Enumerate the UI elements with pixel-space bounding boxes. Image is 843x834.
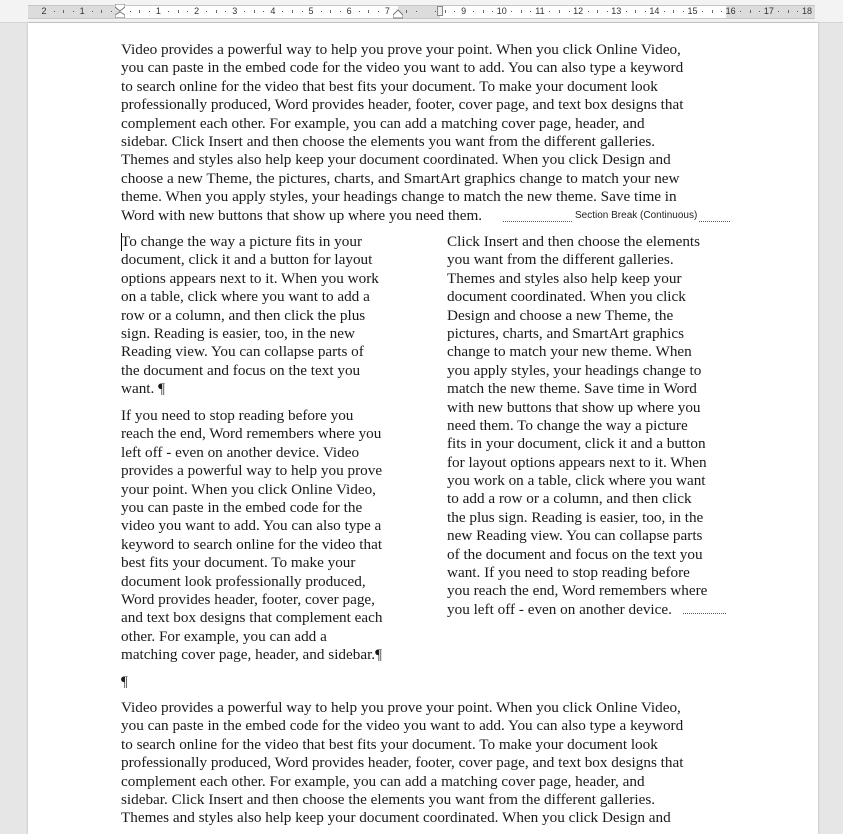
text-line: complement each other. For example, you can add a matching cover page, header, and — [121, 772, 645, 790]
ruler-tick — [673, 10, 674, 13]
text-line: sign. Reading is easier, too, in the new — [121, 324, 355, 342]
ruler-number: 12 — [573, 6, 584, 16]
ruler-tick — [139, 10, 140, 13]
text-line: professionally produced, Word provides header, footer, cover page, and text box designs that — [121, 96, 684, 114]
ruler-tick — [511, 11, 512, 12]
text-line: professionally produced, Word provides header, footer, cover page, and text box designs that — [121, 754, 684, 772]
text-line: Click Insert and then choose the elements — [447, 233, 701, 250]
ruler-tick — [282, 11, 283, 12]
text-line: sidebar. Click Insert and then choose the elements you want from the different galleries. — [121, 132, 656, 150]
text-line: pictures, charts, and SmartArt graphics — [447, 324, 685, 342]
ruler-tick — [797, 11, 798, 12]
ruler-tick — [63, 10, 64, 13]
text-line: you can paste in the embed code for the video you want to add. You can also type a keyword — [121, 59, 684, 77]
ruler-tick — [378, 11, 379, 12]
ruler-tick — [588, 11, 589, 12]
text-line: to search online for the video that best fits your document. To make your document look — [121, 77, 658, 95]
ruler-tick — [149, 11, 150, 12]
ruler-number: 3 — [232, 6, 238, 16]
text-line: on a table, click where you want to add a — [121, 288, 370, 306]
document-page[interactable] — [28, 23, 818, 834]
ruler-tick — [254, 10, 255, 13]
ruler-tick — [359, 11, 360, 12]
ruler-tick — [778, 11, 779, 12]
ruler-tick — [101, 10, 102, 13]
ruler-tick — [683, 11, 684, 12]
text-line: document coordinated. When you click — [447, 288, 686, 306]
text-line: Design and choose a new Theme, the — [447, 306, 674, 324]
ruler-number: 13 — [611, 6, 622, 16]
text-line: the plus sign. Reading is easier, too, in the — [447, 508, 704, 526]
text-line: If you need to stop reading before you — [121, 407, 354, 424]
horizontal-ruler[interactable] — [0, 0, 843, 23]
ruler-number: 6 — [346, 6, 352, 16]
text-line: Themes and styles also help keep your document coordinated. When you click Design and — [121, 809, 671, 827]
text-line: Reading view. You can collapse parts of — [121, 343, 364, 361]
text-line: document, click it and a button for layout — [121, 251, 373, 269]
right-column[interactable] — [447, 233, 707, 619]
ruler-tick — [788, 10, 789, 13]
text-line: Themes and styles also help keep your document coordinated. When you click Design and — [121, 151, 671, 169]
text-line: fits in your document, click it and a button — [447, 435, 706, 453]
ruler-number: 2 — [41, 6, 47, 16]
ruler-tick — [569, 11, 570, 12]
ruler-number: 7 — [384, 6, 390, 16]
text-line: of the document and focus on the text you — [447, 545, 703, 563]
ruler-tick — [406, 10, 407, 13]
ruler-tick — [750, 10, 751, 13]
ruler-tick — [321, 11, 322, 12]
ruler-tick — [340, 11, 341, 12]
text-line: to search online for the video that best fits your document. To make your document look — [121, 735, 658, 753]
ruler-number: 17 — [763, 6, 774, 16]
ruler-tick — [244, 11, 245, 12]
ruler-tick — [416, 11, 417, 12]
ruler-tick — [225, 11, 226, 12]
text-line: other. For example, you can add a — [121, 627, 327, 645]
text-line: document look professionally produced, — [121, 572, 366, 590]
ruler-tick — [712, 10, 713, 13]
text-line: new Reading view. You can collapse parts — [447, 527, 703, 545]
ruler-number: 14 — [649, 6, 660, 16]
ruler-tick — [92, 11, 93, 12]
text-line: Video provides a powerful way to help you prove your point. When you click Online Video, — [121, 41, 681, 58]
ruler-number: 15 — [687, 6, 698, 16]
ruler-tick — [759, 11, 760, 12]
text-line: for layout options appears next to it. When — [447, 453, 707, 471]
right-indent-marker[interactable] — [393, 6, 403, 18]
first-line-indent-marker[interactable] — [115, 4, 125, 16]
text-line: the document and focus on the text you — [121, 361, 361, 379]
bottom-paragraph[interactable] — [121, 699, 683, 828]
section-break-label: Section Break (Continuous) — [575, 210, 698, 221]
ruler-tick — [530, 11, 531, 12]
ruler-tick — [206, 11, 207, 12]
column-end-marker — [683, 612, 726, 614]
text-line: choose a new Theme, the pictures, charts, and SmartArt graphics change to match your new — [121, 169, 680, 187]
ruler-tick — [483, 10, 484, 13]
text-line: your point. When you click Online Video, — [121, 480, 376, 498]
empty-paragraph[interactable]: ¶ — [121, 673, 128, 690]
ruler-tick — [721, 11, 722, 12]
text-line: and text box designs that complement each — [121, 609, 383, 627]
ruler-number: 18 — [801, 6, 813, 16]
text-line: with new buttons that show up where you — [447, 398, 701, 416]
text-line: match the new theme. Save time in Word — [447, 380, 697, 398]
ruler-tick — [187, 11, 188, 12]
ruler-tick — [168, 11, 169, 12]
ruler-tick — [521, 10, 522, 13]
text-line: theme. When you apply styles, your headings change to match the new theme. Save time in — [121, 188, 677, 206]
ruler-tick — [645, 11, 646, 12]
ruler-tick — [473, 11, 474, 12]
text-line: To change the way a picture fits in your — [121, 233, 363, 250]
column-gap-marker[interactable] — [437, 6, 443, 16]
ruler-tick — [740, 11, 741, 12]
text-line: want. ¶ — [121, 380, 165, 398]
text-line: complement each other. For example, you can add a matching cover page, header, and — [121, 114, 645, 132]
ruler-tick — [216, 10, 217, 13]
top-paragraph[interactable] — [121, 41, 683, 225]
ruler-tick — [302, 11, 303, 12]
ruler-tick — [111, 11, 112, 12]
ruler-tick — [435, 11, 436, 12]
ruler-tick — [292, 10, 293, 13]
ruler-number: 9 — [461, 6, 467, 16]
text-line: you can paste in the embed code for the video you want to add. You can also type a keyword — [121, 717, 684, 735]
text-line: you can paste in the embed code for the — [121, 498, 363, 516]
text-line: provides a powerful way to help you prove — [121, 462, 383, 480]
text-line: you left off - even on another device. — [447, 600, 672, 618]
ruler-number: 16 — [725, 6, 736, 16]
ruler-tick — [492, 11, 493, 12]
ruler-tick — [368, 10, 369, 13]
text-line: Word provides header, footer, cover page, — [121, 590, 375, 608]
left-column-paragraph-1[interactable] — [121, 233, 379, 399]
text-line: Themes and styles also help keep your — [447, 269, 682, 287]
text-line: keyword to search online for the video that — [121, 535, 383, 553]
text-line: you work on a table, click where you want — [447, 472, 706, 490]
ruler-number: 4 — [270, 6, 276, 16]
text-line: you reach the end, Word remembers where — [447, 582, 708, 600]
text-line: video you want to add. You can also type a — [121, 517, 382, 535]
ruler-tick — [664, 11, 665, 12]
text-line: change to match your new theme. When — [447, 343, 692, 361]
text-line: best fits your document. To make your — [121, 554, 356, 572]
ruler-number: 5 — [308, 6, 314, 16]
ruler-number: 11 — [535, 6, 545, 16]
ruler-tick — [263, 11, 264, 12]
ruler-tick — [626, 11, 627, 12]
left-column-paragraph-2[interactable] — [121, 407, 383, 664]
ruler-number: 2 — [194, 6, 200, 16]
ruler-tick — [559, 10, 560, 13]
text-line: want. If you need to stop reading before — [447, 564, 690, 582]
ruler-tick — [73, 11, 74, 12]
text-line: need them. To change the way a picture — [447, 416, 688, 434]
text-line: matching cover page, header, and sidebar.¶ — [121, 646, 382, 664]
ruler-tick — [702, 11, 703, 12]
ruler-tick — [330, 10, 331, 13]
ruler-number: 10 — [496, 6, 507, 16]
ruler-tick — [130, 11, 131, 12]
text-line: options appears next to it. When you work — [121, 269, 379, 287]
text-line: sidebar. Click Insert and then choose the elements you want from the different galleries. — [121, 790, 656, 808]
text-line: to add a row or a column, and then click — [447, 490, 692, 508]
ruler-tick — [454, 11, 455, 12]
text-line: reach the end, Word remembers where you — [121, 425, 382, 443]
ruler-tick — [178, 10, 179, 13]
text-line: Video provides a powerful way to help you prove your point. When you click Online Video, — [121, 699, 681, 716]
section-break-continuous — [503, 211, 730, 222]
ruler-tick — [445, 10, 446, 13]
ruler-tick — [607, 11, 608, 12]
ruler-tick — [54, 11, 55, 12]
ruler-tick — [597, 10, 598, 13]
text-line: row or a column, and then click the plus — [121, 306, 366, 324]
text-line: you apply styles, your headings change to — [447, 361, 702, 379]
ruler-number: 1 — [79, 6, 85, 16]
text-line: you want from the different galleries. — [447, 251, 674, 269]
ruler-tick — [635, 10, 636, 13]
ruler-number: 1 — [155, 6, 161, 16]
ruler-tick — [549, 11, 550, 12]
text-line: Word with new buttons that show up where you need them. — [121, 206, 483, 224]
ruler-left-column-area — [120, 5, 398, 19]
text-line: left off - even on another device. Video — [121, 443, 360, 461]
